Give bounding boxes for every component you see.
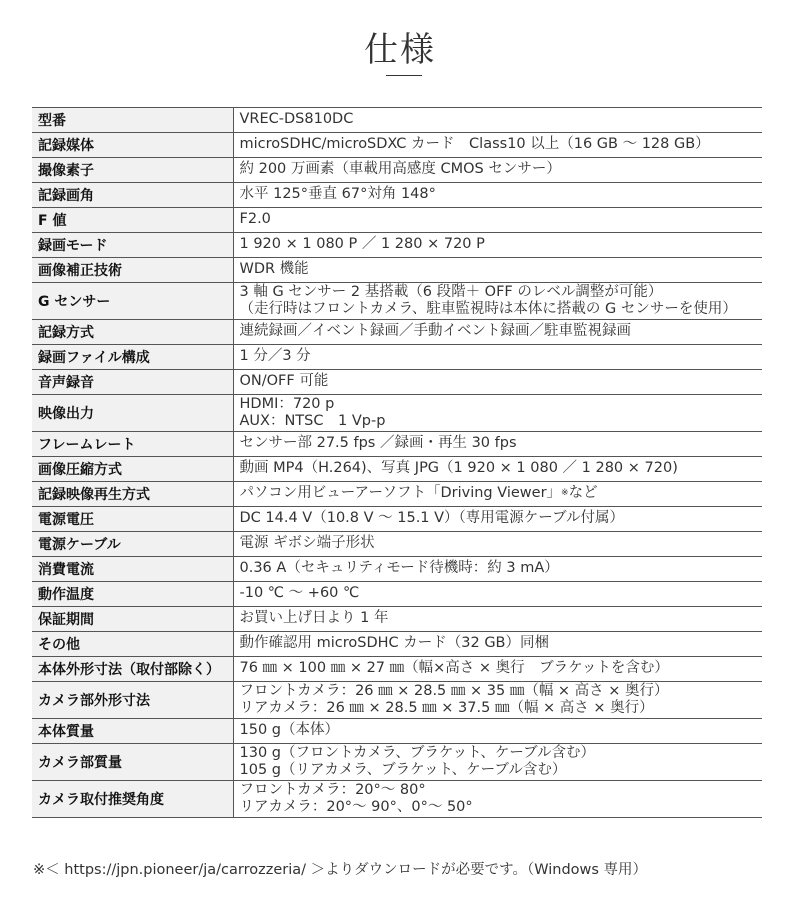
- spec-label: 音声録音: [32, 370, 233, 395]
- spec-value-line: [240, 373, 757, 391]
- spec-row: [32, 183, 762, 208]
- spec-value-text: 電源 ギボシ端子形状: [239, 535, 375, 552]
- spec-value: [233, 657, 762, 682]
- spec-row: [32, 233, 762, 258]
- spec-value: [233, 557, 762, 582]
- spec-value: [233, 183, 762, 208]
- spec-value-line: [240, 610, 757, 628]
- spec-value-line: [240, 535, 757, 553]
- spec-value-line: [240, 186, 757, 204]
- spec-value-text: microSDHC/microSDXC カード Class10 以上（16 GB ～ 128 GB）: [239, 136, 710, 153]
- spec-value-line: [240, 413, 757, 431]
- spec-value: [233, 108, 762, 133]
- spec-label: カメラ取付推奨角度: [32, 781, 233, 818]
- spec-label: 記録映像再生方式: [32, 482, 233, 507]
- spec-label: 録画モード: [32, 233, 233, 258]
- spec-value-text: 0.36 A（セキュリティモード待機時：約 3 mA）: [239, 560, 559, 577]
- spec-value: [233, 582, 762, 607]
- spec-value-suffix: など: [568, 485, 598, 502]
- spec-value-text: センサー部 27.5 fps ／録画・再生 30 fps: [239, 435, 517, 452]
- spec-label: 録画ファイル構成: [32, 345, 233, 370]
- spec-value-line: [240, 301, 757, 319]
- spec-value: [233, 158, 762, 183]
- spec-row: [32, 208, 762, 233]
- spec-value-line: [240, 435, 757, 453]
- spec-value-text: HDMI：720 p: [239, 395, 335, 412]
- spec-row: [32, 395, 762, 432]
- spec-value: [233, 432, 762, 457]
- spec-value-text: 連続録画／イベント録画／手動イベント録画／駐車監視録画: [239, 323, 631, 340]
- spec-value-line: [240, 348, 757, 366]
- spec-value: [233, 258, 762, 283]
- spec-value-text: 150 g（本体）: [239, 722, 339, 739]
- spec-row: [32, 283, 762, 320]
- spec-value-line: [240, 136, 757, 154]
- spec-value: [233, 370, 762, 395]
- spec-value-line: [240, 261, 757, 279]
- spec-row: [32, 607, 762, 632]
- spec-value-text: -10 ℃ ～ +60 ℃: [239, 585, 360, 602]
- spec-value-line: [240, 161, 757, 179]
- spec-value: [233, 607, 762, 632]
- spec-row: [32, 744, 762, 781]
- spec-value-text: ON/OFF 可能: [239, 373, 329, 390]
- spec-value-line: [240, 323, 757, 341]
- page-title: 仕様: [364, 30, 436, 70]
- spec-label: F 値: [32, 208, 233, 233]
- spec-value-line: [240, 460, 757, 478]
- spec-value-line: [240, 585, 757, 603]
- spec-value-line: [240, 782, 757, 800]
- spec-value-text: リアカメラ：26 ㎜ × 28.5 ㎜ × 37.5 ㎜（幅 × 高さ × 奥行）: [239, 700, 654, 716]
- spec-row: [32, 457, 762, 482]
- spec-value: [233, 283, 762, 320]
- spec-value: [233, 233, 762, 258]
- spec-value-line: [240, 635, 757, 653]
- spec-row: [32, 370, 762, 395]
- spec-value-text: 3 軸 G センサー 2 基搭載（6 段階＋ OFF のレベル調整が可能）: [239, 283, 663, 300]
- spec-value-line: [240, 560, 757, 578]
- spec-label: 本体外形寸法（取付部除く）: [32, 657, 233, 682]
- spec-label: 電源ケーブル: [32, 532, 233, 557]
- spec-label: 画像圧縮方式: [32, 457, 233, 482]
- spec-value-line: [240, 111, 757, 129]
- spec-value-line: [240, 683, 757, 701]
- spec-value-text: フロントカメラ：26 ㎜ × 28.5 ㎜ × 35 ㎜（幅 × 高さ × 奥行）: [239, 682, 669, 699]
- footnote-marker: ※: [561, 488, 569, 499]
- spec-row: [32, 719, 762, 744]
- spec-value-text: リアカメラ：20°～ 90°、0°～ 50°: [239, 799, 473, 815]
- spec-value: [233, 632, 762, 657]
- spec-value-text: 動画 MP4（H.264)、写真 JPG（1 920 × 1 080 ／ 1 280 × 720): [239, 460, 678, 477]
- spec-table-body: [32, 108, 762, 818]
- spec-value-text: DC 14.4 V（10.8 V ～ 15.1 V）（専用電源ケーブル付属）: [239, 510, 625, 527]
- spec-label: 記録方式: [32, 320, 233, 345]
- spec-row: [32, 320, 762, 345]
- spec-value-line: [240, 284, 757, 302]
- spec-value-line: [240, 722, 757, 740]
- spec-row: [32, 682, 762, 719]
- spec-value-line: [240, 762, 757, 780]
- spec-row: [32, 582, 762, 607]
- spec-value: [233, 482, 762, 507]
- spec-value-text: お買い上げ日より 1 年: [239, 610, 389, 627]
- spec-value-line: [240, 510, 757, 528]
- spec-row: [32, 258, 762, 283]
- spec-label: 本体質量: [32, 719, 233, 744]
- spec-value-line: [240, 700, 757, 718]
- spec-row: [32, 657, 762, 682]
- spec-value-text: （走行時はフロントカメラ、駐車監視時は本体に搭載の G センサーを使用）: [239, 301, 737, 317]
- spec-row: [32, 108, 762, 133]
- spec-value: [233, 682, 762, 719]
- spec-value-line: [240, 745, 757, 763]
- spec-row: [32, 133, 762, 158]
- spec-label: 映像出力: [32, 395, 233, 432]
- spec-row: [32, 781, 762, 818]
- spec-value-text: 76 ㎜ × 100 ㎜ × 27 ㎜（幅×高さ × 奥行 ブラケットを含む）: [239, 660, 669, 677]
- spec-value-line: [240, 236, 757, 254]
- spec-row: [32, 632, 762, 657]
- spec-table: [32, 107, 762, 818]
- spec-value: [233, 507, 762, 532]
- spec-value-line: [240, 396, 757, 414]
- spec-value-line: [240, 799, 757, 817]
- spec-label: 電源電圧: [32, 507, 233, 532]
- spec-label: 撮像素子: [32, 158, 233, 183]
- spec-label: 消費電流: [32, 557, 233, 582]
- spec-value-text: WDR 機能: [239, 261, 309, 278]
- spec-value: [233, 395, 762, 432]
- spec-value: [233, 532, 762, 557]
- spec-label: 記録媒体: [32, 133, 233, 158]
- spec-value-text: 約 200 万画素（車載用高感度 CMOS センサー）: [239, 161, 561, 178]
- spec-label: フレームレート: [32, 432, 233, 457]
- spec-row: [32, 482, 762, 507]
- spec-value-line: [240, 660, 757, 678]
- spec-value-text: 130 g（フロントカメラ、ブラケット、ケーブル含む）: [239, 744, 596, 761]
- spec-row: [32, 532, 762, 557]
- spec-row: [32, 557, 762, 582]
- spec-value: [233, 744, 762, 781]
- spec-label: その他: [32, 632, 233, 657]
- spec-value-text: 水平 125°垂直 67°対角 148°: [239, 186, 436, 203]
- spec-value-line: [240, 485, 757, 503]
- spec-row: [32, 507, 762, 532]
- spec-label: 保証期間: [32, 607, 233, 632]
- spec-value-text: フロントカメラ：20°～ 80°: [239, 781, 426, 798]
- title-underline: [386, 75, 422, 76]
- spec-label: G センサー: [32, 283, 233, 320]
- spec-label: 動作温度: [32, 582, 233, 607]
- spec-label: 記録画角: [32, 183, 233, 208]
- spec-value-line: [240, 211, 757, 229]
- spec-value: [233, 133, 762, 158]
- spec-value-text: 動作確認用 microSDHC カード（32 GB）同梱: [239, 635, 549, 652]
- spec-value: [233, 719, 762, 744]
- spec-label: 画像補正技術: [32, 258, 233, 283]
- spec-value: [233, 320, 762, 345]
- spec-value-text: 105 g（リアカメラ、ブラケット、ケーブル含む）: [239, 762, 567, 778]
- spec-label: 型番: [32, 108, 233, 133]
- spec-value-text: 1 分／3 分: [239, 348, 311, 365]
- spec-value-text: パソコン用ビューアーソフト「Driving Viewer」: [239, 485, 562, 502]
- spec-label: カメラ部質量: [32, 744, 233, 781]
- spec-row: [32, 432, 762, 457]
- spec-value-text: VREC-DS810DC: [239, 111, 354, 128]
- spec-value: [233, 781, 762, 818]
- spec-value: [233, 457, 762, 482]
- spec-value-text: AUX：NTSC 1 Vp-p: [239, 413, 386, 429]
- footnote: ※＜ https://jpn.pioneer/ja/carrozzeria/ ＞よりダウンロードが必要です。（Windows 専用）: [33, 862, 648, 878]
- spec-label: カメラ部外形寸法: [32, 682, 233, 719]
- spec-value-text: F2.0: [239, 211, 271, 228]
- spec-value: [233, 345, 762, 370]
- spec-value-text: 1 920 × 1 080 P ／ 1 280 × 720 P: [239, 236, 485, 253]
- spec-value: [233, 208, 762, 233]
- spec-row: [32, 158, 762, 183]
- spec-row: [32, 345, 762, 370]
